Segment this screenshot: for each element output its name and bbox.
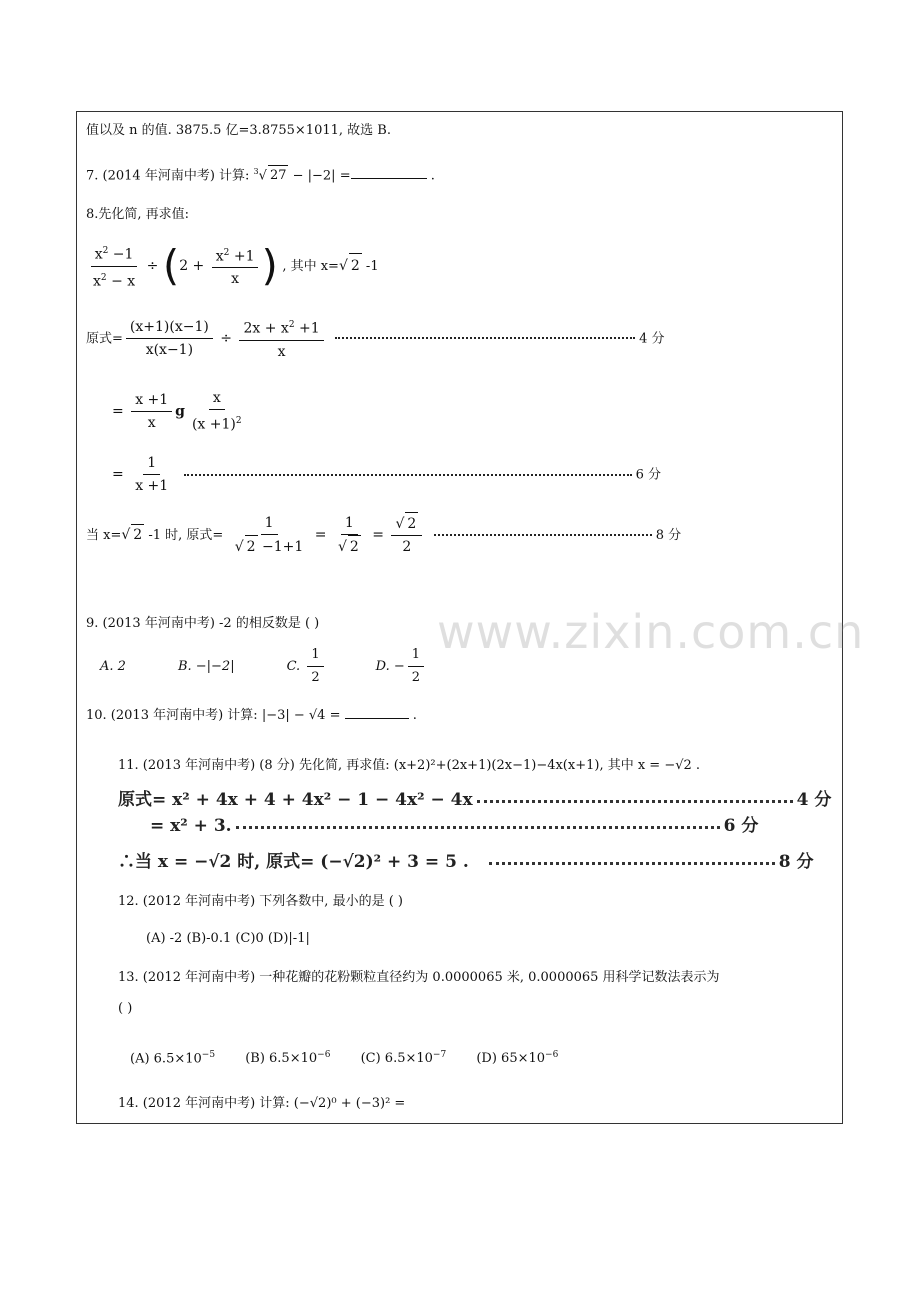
score-leader bbox=[335, 337, 635, 339]
q11-solution-step-3: ∴当 x = −√2 时, 原式= (−√2)² + 3 = 5 . 8 分 bbox=[118, 852, 814, 872]
question-12: 12. (2012 年河南中考) 下列各数中, 最小的是 ( ) bbox=[118, 894, 403, 909]
answer-blank bbox=[351, 164, 427, 179]
solution-step-1: 原式= $\frac{(x+1)(x-1)}{x(x-1)}$ ÷ $\frac{2x + x^2 +1}{x}$ 4 分 bbox=[86, 314, 665, 363]
solution-step-3: = $\frac{1}{x +1}$ 6 分 bbox=[112, 452, 661, 497]
solution-step-2: = $\frac{x +1}{x}$ g $\frac{x}{(x +1)^2}$ bbox=[112, 387, 249, 436]
answer-blank bbox=[345, 704, 409, 719]
question-7: 7. (2014 年河南中考) 计算: $^3$√ 27 − |−2| = . bbox=[86, 162, 435, 186]
question-13-options: (A) $6.5\times 10^{-5}$ (B) $6.5\times 10^{-6}$ (C) $6.5\times 10^{-7}$ (D) $65\times 10^{-6}$ bbox=[130, 1050, 559, 1067]
score-leader bbox=[477, 800, 793, 803]
score-leader bbox=[434, 534, 652, 536]
score-leader bbox=[184, 474, 632, 476]
question-12-options: (A) -2 (B)-0.1 (C)0 (D)|-1| bbox=[146, 931, 310, 946]
q11-solution-step-2: = x² + 3. 6 分 bbox=[150, 816, 759, 836]
question-8-expression: $\frac{x^2 -1}{x^2 - x}$ ÷ (2 + $\frac{x^2 +1}{x}$ ) , 其中 x=√ 2 -1 bbox=[86, 240, 379, 292]
question-9-options: A. 2 B. −|−2| C. $\frac{1}{2}$ D. − $\frac{1}{2}$ bbox=[100, 644, 427, 689]
question-14: 14. (2012 年河南中考) 计算: (−√2)⁰ + (−3)² = bbox=[118, 1096, 406, 1111]
watermark: www.zixin.com.cn bbox=[437, 605, 865, 659]
score-leader bbox=[489, 862, 775, 865]
solution-step-4: 当 x=√ 2 -1 时, 原式= $\frac{1}{√ 2 -1+1}$ = $\frac{1}{√ 2}$ = $\frac{√ 2}{2}$ 8 分 bbox=[86, 512, 681, 558]
question-10: 10. (2013 年河南中考) 计算: |−3| − √4 = . bbox=[86, 704, 417, 726]
question-8-title: 8.先化简, 再求值: bbox=[86, 207, 190, 222]
score-leader bbox=[236, 826, 720, 829]
line-prev-answer: 值以及 n 的值. 3875.5 亿=3.8755×1011, 故选 B. bbox=[86, 123, 391, 138]
question-13: 13. (2012 年河南中考) 一种花瓣的花粉颗粒直径约为 0.0000065 米, 0.0000065 用科学记数法表示为 bbox=[118, 970, 720, 985]
q11-solution-step-1: 原式= x² + 4x + 4 + 4x² − 1 − 4x² − 4x 4 分 bbox=[118, 790, 832, 810]
question-9: 9. (2013 年河南中考) -2 的相反数是 ( ) bbox=[86, 616, 320, 631]
question-13-paren: ( ) bbox=[118, 1001, 133, 1016]
question-11: 11. (2013 年河南中考) (8 分) 先化简, 再求值: (x+2)²+(2x+1)(2x−1)−4x(x+1), 其中 x = −√2 . bbox=[118, 758, 701, 773]
